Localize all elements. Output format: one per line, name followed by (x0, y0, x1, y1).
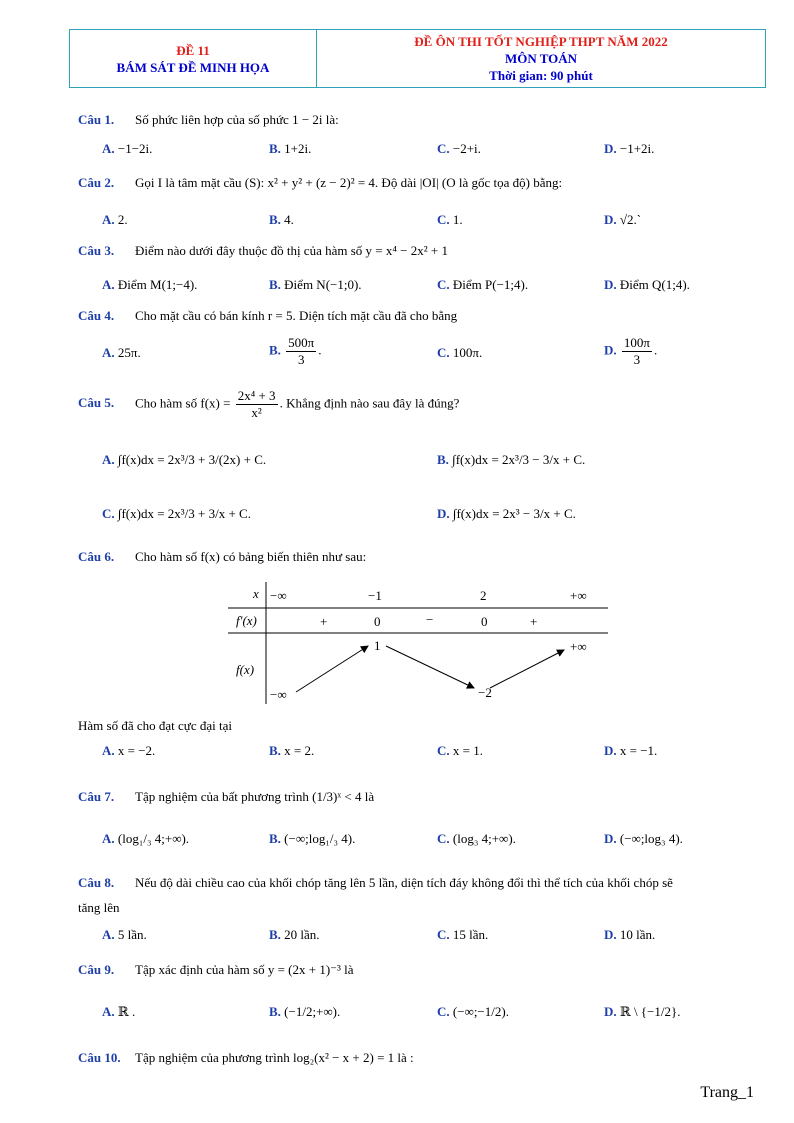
option-b-value: (−∞;log₁/₃ 4). (284, 831, 356, 846)
option-d[interactable]: D. (604, 277, 617, 292)
header-left (70, 30, 317, 87)
function-numerator: 2x⁴ + 3 (237, 388, 276, 403)
option-b[interactable]: B. (269, 831, 281, 846)
header-right (317, 30, 765, 87)
f-value: −2 (478, 685, 492, 700)
option-d-value: Điểm Q(1;4). (619, 277, 690, 292)
option-d[interactable]: D. (604, 212, 617, 227)
option-c-value: 100π. (452, 345, 483, 360)
question-text: Tập xác định của hàm số y = (2x + 1)⁻³ là (135, 962, 354, 977)
option-a-value: ℝ . (117, 1004, 136, 1019)
question-text: Gọi I là tâm mặt cầu (S): x² + y² + (z − 2)² = 4. Độ dài |OI| (O là gốc tọa độ) bằng: (135, 175, 563, 190)
option-d-numerator: 100π (623, 335, 650, 350)
question-label: Câu 10. (78, 1050, 121, 1065)
option-b-value: Điểm N(−1;0). (284, 277, 362, 292)
option-d[interactable]: D. (604, 141, 617, 156)
option-b-numerator: 500π (288, 335, 315, 350)
option-a[interactable]: A. (102, 927, 115, 942)
option-c[interactable]: C. (437, 743, 450, 758)
option-b[interactable]: B. (269, 927, 281, 942)
question-label: Câu 1. (78, 112, 115, 127)
option-c-value: ∫f(x)dx = 2x³/3 + 3/x + C. (117, 506, 251, 521)
option-d[interactable]: D. (437, 506, 450, 521)
option-d[interactable]: D. (604, 927, 617, 942)
f-label: f(x) (236, 662, 255, 677)
question-label: Câu 5. (78, 395, 115, 411)
x-label: x (253, 586, 259, 601)
question-text: Cho hàm số f(x) có bảng biến thiên như sau: (135, 549, 367, 564)
option-a[interactable]: A. (102, 212, 115, 227)
decrease-arrow (386, 646, 474, 688)
x-value: +∞ (570, 588, 587, 603)
f-value: −∞ (270, 687, 287, 702)
exam-subtitle: BÁM SÁT ĐỀ MINH HỌA (116, 59, 270, 75)
option-c[interactable]: C. (437, 212, 450, 227)
option-a-value: 25π. (117, 345, 141, 360)
question-1 (78, 112, 762, 128)
option-b-value: ∫f(x)dx = 2x³/3 − 3/x + C. (452, 452, 586, 467)
options-6 (102, 743, 762, 767)
option-a[interactable]: A. (102, 743, 115, 758)
question-7 (78, 789, 762, 805)
options-4: A. 25π. B. $\frac{500\pi}{3}$ . C. 100π. D. $\frac{100\pi}{3}$ . (102, 335, 658, 367)
option-c[interactable]: C. (437, 141, 450, 156)
question-text: Cho mặt cầu có bán kính r = 5. Diện tích mặt cầu đã cho bằng (135, 308, 458, 323)
question-label: Câu 2. (78, 175, 115, 190)
option-c[interactable]: C. (437, 927, 450, 942)
option-a[interactable]: A. (102, 1004, 115, 1019)
question-label: Câu 6. (78, 549, 115, 564)
options-9 (102, 1004, 762, 1028)
exam-header (69, 29, 766, 88)
question-6-followup (78, 718, 762, 734)
question-label: Câu 7. (78, 789, 115, 804)
option-b-denominator: 3 (297, 352, 305, 367)
option-a[interactable]: A. (102, 831, 115, 846)
option-a[interactable]: A. (102, 345, 115, 360)
option-d-value: ∫f(x)dx = 2x³ − 3/x + C. (452, 506, 576, 521)
sign: + (530, 614, 538, 629)
increase-arrow (490, 650, 564, 688)
question-text-pre: Cho hàm số f(x) = (135, 395, 231, 411)
question-text: Số phức liên hợp của số phức 1 − 2i là: (135, 112, 339, 127)
option-a-value: ∫f(x)dx = 2x³/3 + 3/(2x) + C. (117, 452, 267, 467)
option-c[interactable]: C. (437, 1004, 450, 1019)
sign: − (426, 612, 434, 627)
options-2 (102, 212, 762, 236)
option-a-value: 2. (117, 212, 128, 227)
option-d[interactable]: D. (604, 342, 617, 358)
increase-arrow (296, 646, 368, 692)
option-a-value: x = −2. (117, 743, 156, 758)
question-8 (78, 875, 762, 891)
question-text: Tập nghiệm của phương trình log₂(x² − x + 2) = 1 là : (135, 1050, 414, 1065)
option-c[interactable]: C. (437, 831, 450, 846)
subject: MÔN TOÁN (504, 51, 578, 66)
option-b[interactable]: B. (269, 141, 281, 156)
question-text: Nếu độ dài chiều cao của khối chóp tăng lên 5 lần, diện tích đáy không đổi thì thể tích của khối chóp sẽ (135, 875, 673, 890)
exam-title: ĐỀ ÔN THI TỐT NGHIỆP THPT NĂM 2022 (414, 34, 668, 49)
page-number: Trang_1 (700, 1084, 754, 1101)
option-c[interactable]: C. (437, 277, 450, 292)
function-denominator: x² (251, 405, 262, 420)
options-5-row1 (102, 452, 762, 476)
option-b-value: (−1/2;+∞). (284, 1004, 341, 1019)
question-3 (78, 243, 762, 259)
option-a-value: 5 lần. (117, 927, 147, 942)
option-d-value: −1+2i. (619, 141, 655, 156)
question-4 (78, 308, 762, 324)
option-a[interactable]: A. (102, 277, 115, 292)
exam-number: ĐỀ 11 (176, 42, 210, 58)
option-d-value: x = −1. (619, 743, 658, 758)
option-b[interactable]: B. (269, 277, 281, 292)
fprime-label: f′(x) (236, 613, 257, 628)
question-text-post: . Khẳng định nào sau đây là đúng? (279, 395, 460, 411)
option-d[interactable]: D. (604, 1004, 617, 1019)
option-d-value: √2.` (619, 212, 642, 227)
question-label: Câu 9. (78, 962, 115, 977)
options-8 (102, 927, 762, 951)
option-a-value: (log₁/₃ 4;+∞). (117, 831, 190, 846)
sign: + (320, 614, 328, 629)
options-3 (102, 277, 762, 301)
option-b[interactable]: B. (437, 452, 449, 467)
question-text-pre: Tập nghiệm của bất phương trình (135, 789, 309, 804)
option-c-value: Điểm P(−1;4). (452, 277, 529, 292)
option-d-denominator: 3 (633, 352, 641, 367)
question-2 (78, 175, 762, 191)
question-label: Câu 4. (78, 308, 115, 323)
option-c[interactable]: C. (102, 506, 115, 521)
option-a[interactable]: A. (102, 141, 115, 156)
option-b[interactable]: B. (269, 342, 281, 358)
question-text-post: (1/3)ˣ < 4 là (312, 789, 375, 804)
option-c-value: (−∞;−1/2). (452, 1004, 509, 1019)
option-c[interactable]: C. (437, 345, 450, 360)
question-6 (78, 549, 762, 565)
option-c-value: x = 1. (452, 743, 483, 758)
option-b-value: x = 2. (284, 743, 315, 758)
sign: 0 (374, 614, 381, 629)
option-c-value: 15 lần. (452, 927, 489, 942)
option-c-value: (log₃ 4;+∞). (452, 831, 516, 846)
option-a-value: Điểm M(1;−4). (117, 277, 198, 292)
question-label: Câu 8. (78, 875, 115, 890)
question-10 (78, 1050, 762, 1066)
option-b[interactable]: B. (269, 212, 281, 227)
option-b-value: 1+2i. (284, 141, 312, 156)
options-7 (102, 831, 762, 855)
f-value: +∞ (570, 639, 587, 654)
question-label: Câu 3. (78, 243, 115, 258)
option-c-value: −2+i. (452, 141, 481, 156)
variation-table (228, 582, 608, 712)
time-limit: Thời gian: 90 phút (489, 68, 593, 83)
option-b-value: 4. (284, 212, 294, 227)
question-text-cont: tăng lên (78, 900, 120, 915)
sign: 0 (481, 614, 488, 629)
question-5 (78, 388, 762, 421)
option-a-value: −1−2i. (117, 141, 153, 156)
option-c-value: 1. (452, 212, 463, 227)
x-value: −∞ (270, 588, 287, 603)
option-d-value: ℝ \ {−1/2}. (619, 1004, 681, 1019)
option-d[interactable]: D. (604, 743, 617, 758)
option-d-value: 10 lần. (619, 927, 656, 942)
question-8-cont (78, 900, 762, 916)
option-d[interactable]: D. (604, 831, 617, 846)
option-b[interactable]: B. (269, 743, 281, 758)
question-9 (78, 962, 762, 978)
question-text: Điểm nào dưới đây thuộc đồ thị của hàm số y = x⁴ − 2x² + 1 (135, 243, 448, 258)
options-1 (102, 141, 762, 165)
question-followup-text: Hàm số đã cho đạt cực đại tại (78, 718, 232, 733)
option-b[interactable]: B. (269, 1004, 281, 1019)
option-b-value: 20 lần. (284, 927, 320, 942)
x-value: 2 (480, 588, 487, 603)
options-5-row2 (102, 506, 762, 530)
option-d-value: (−∞;log₃ 4). (619, 831, 683, 846)
x-value: −1 (368, 588, 382, 603)
f-value: 1 (374, 638, 381, 653)
option-a[interactable]: A. (102, 452, 115, 467)
